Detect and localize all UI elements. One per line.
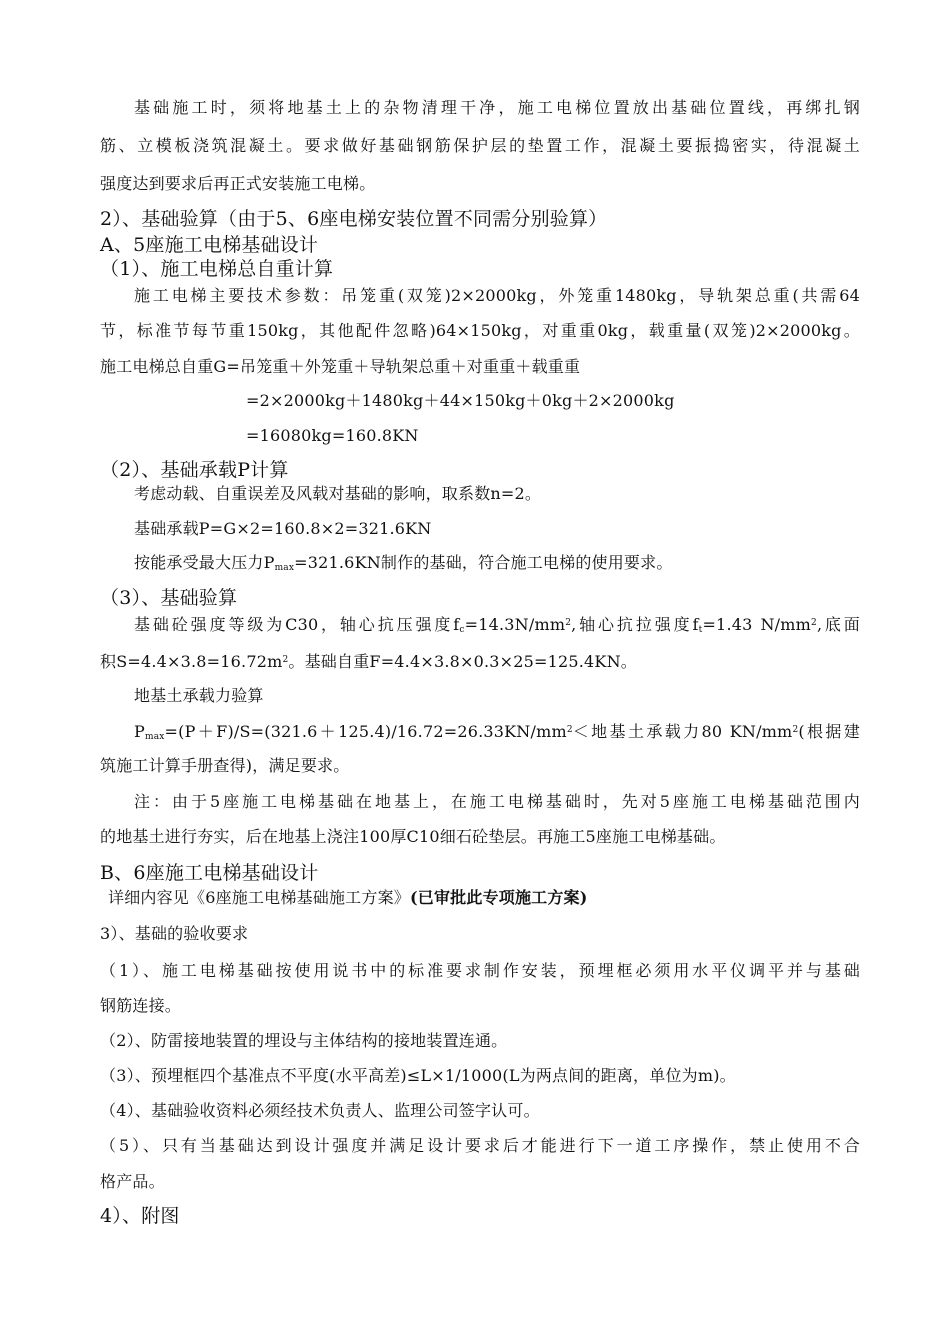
paragraph-line: 强度达到要求后再正式安装施工电梯。 bbox=[100, 174, 376, 193]
note-line: 的地基土进行夯实，后在地基上浇注100厚C10细石砼垫层。再施工5座施工电梯基础。 bbox=[100, 827, 726, 846]
list-item: （2）、防雷接地装置的埋设与主体结构的接地装置连通。 bbox=[100, 1031, 508, 1050]
paragraph-line: 节，标准节每节重150kg，其他配件忽略)64×150kg，对重重0kg，载重量(双笼)2×2000kg。 bbox=[100, 321, 860, 340]
paragraph-line: 施工电梯主要技术参数：吊笼重(双笼)2×2000kg，外笼重1480kg，导轨架总重(共需64 bbox=[134, 286, 860, 305]
paragraph-line: 积$S=4.4\times 3.8=16.72m^2$。基础自重F=4.4×3.8×0.3×25=125.4KN。 bbox=[100, 652, 637, 671]
paragraph-line: 筋、立模板浇筑混凝土。要求做好基础钢筋保护层的垫置工作，混凝土要振捣密实，待混凝土 bbox=[100, 136, 860, 155]
paragraph-line: 按能承受最大压力$P_{max}=321.6KN$制作的基础，符合施工电梯的使用要求。 bbox=[134, 553, 673, 573]
list-item: （4）、基础验收资料必须经技术负责人、监理公司签字认可。 bbox=[100, 1101, 540, 1120]
formula-line: 施工电梯总自重G=吊笼重＋外笼重＋导轨架总重＋对重重＋载重重 bbox=[100, 357, 581, 376]
list-item: 钢筋连接。 bbox=[100, 996, 182, 1015]
list-item: （3）、预埋框四个基准点不平度(水平高差)≤L×1/1000(L为两点间的距离，单位为m)。 bbox=[100, 1066, 736, 1085]
subsection-heading: （3）、基础验算 bbox=[100, 587, 238, 609]
paragraph-line: 基础砼强度等级为C30，轴心抗压强度$f_c=14.3N/mm^2$,轴心抗拉强度$f_t=1.43$ $N/mm^2$,底面 bbox=[134, 615, 861, 635]
subsection-heading: B、6座施工电梯基础设计 bbox=[100, 862, 319, 884]
paragraph-line: 详细内容见《6座施工电梯基础施工方案》(已审批此专项施工方案) bbox=[108, 888, 588, 907]
paragraph-line: 考虑动载、自重误差及风载对基础的影响，取系数n=2。 bbox=[134, 484, 542, 503]
paragraph-line: 地基土承载力验算 bbox=[134, 686, 264, 705]
paragraph-line: 筑施工计算手册查得)，满足要求。 bbox=[100, 756, 350, 775]
section-heading: 2）、基础验算（由于5、6座电梯安装位置不同需分别验算） bbox=[100, 208, 608, 230]
formula-line: =16080kg=160.8KN bbox=[246, 426, 419, 445]
note-line: 注：由于5座施工电梯基础在地基上，在施工电梯基础时，先对5座施工电梯基础范围内 bbox=[134, 792, 860, 811]
paragraph-line: 基础施工时，须将地基土上的杂物清理干净，施工电梯位置放出基础位置线，再绑扎钢 bbox=[134, 98, 860, 117]
list-item: （5）、只有当基础达到设计强度并满足设计要求后才能进行下一道工序操作，禁止使用不合 bbox=[100, 1136, 860, 1155]
subsection-heading: （2）、基础承载P计算 bbox=[100, 459, 289, 481]
formula-line: $P_{max}=(P+F)/S=(321.6+125.4)/16.72=26.33KN/mm^2<$地基土承载力80 $KN/mm^2$(根据建 bbox=[134, 722, 860, 742]
formula-line: =2×2000kg＋1480kg＋44×150kg＋0kg＋2×2000kg bbox=[246, 391, 675, 410]
list-item: （1）、施工电梯基础按使用说书中的标准要求制作安装，预埋框必须用水平仪调平并与基础 bbox=[100, 961, 860, 980]
subsection-heading: A、5座施工电梯基础设计 bbox=[100, 234, 319, 256]
section-heading: 4）、附图 bbox=[100, 1205, 180, 1227]
section-heading: 3）、基础的验收要求 bbox=[100, 924, 249, 943]
subsection-heading: （1）、施工电梯总自重计算 bbox=[100, 258, 334, 280]
formula-line: 基础承载P=G×2=160.8×2=321.6KN bbox=[134, 519, 432, 538]
list-item: 格产品。 bbox=[100, 1172, 165, 1191]
